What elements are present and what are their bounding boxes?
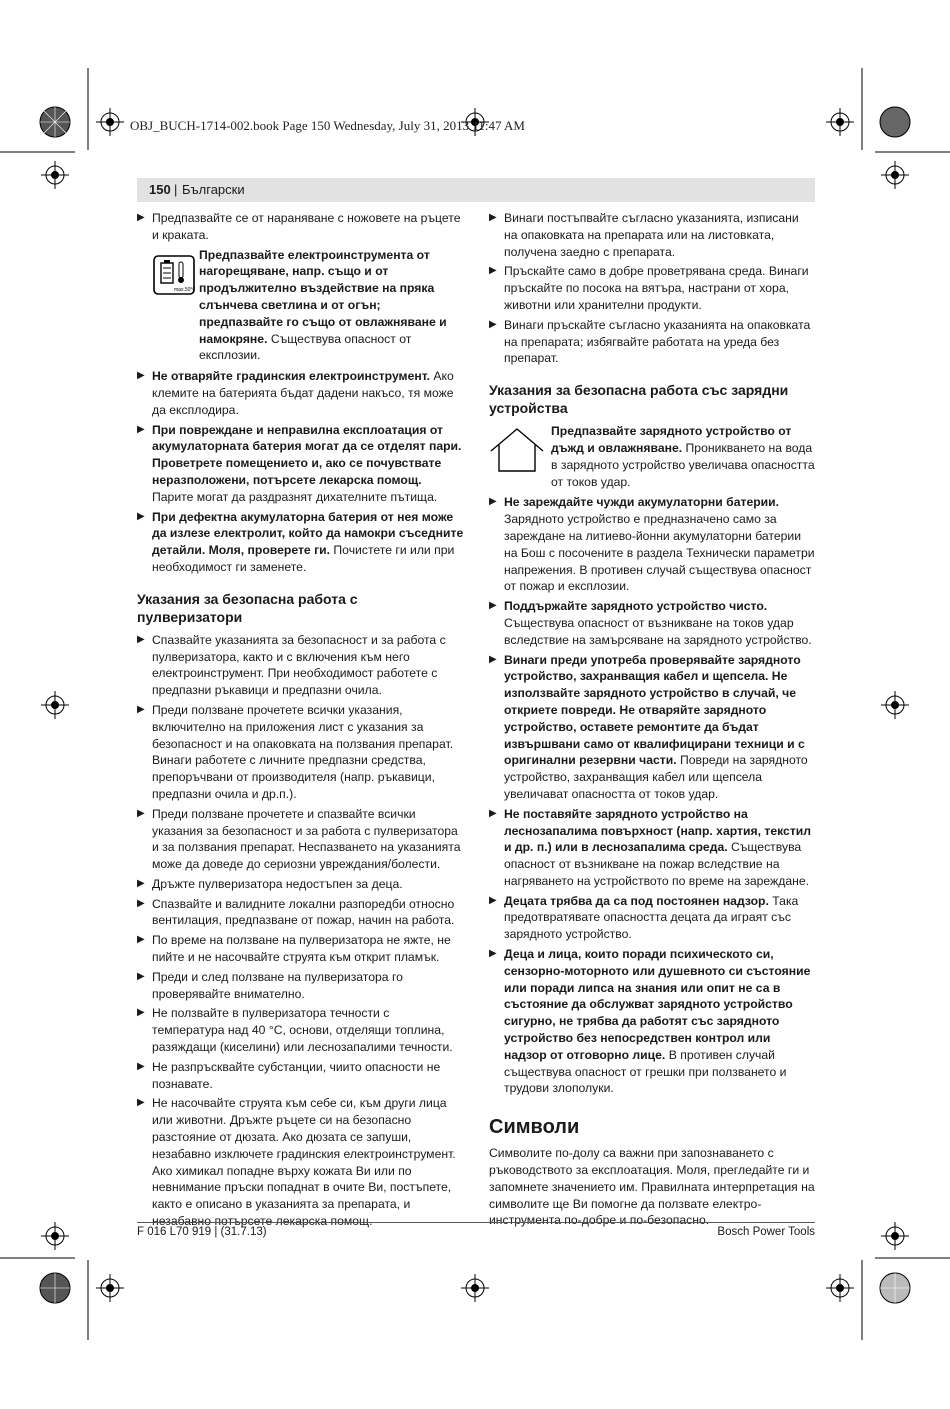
indoor-use-house-icon <box>489 427 545 478</box>
list-item: ▶ Преди и след ползване на пулверизатора го проверявайте внимателно. <box>137 969 403 1001</box>
bullet-icon: ▶ <box>137 877 145 889</box>
bullet-icon: ▶ <box>489 212 497 223</box>
bullet-icon: ▶ <box>137 510 145 522</box>
charger-warning-text: Проникването на вода в зарядното устройство увеличава опасността от токов удар. <box>551 440 815 489</box>
list-item: ▶ При повреждане и неправилна експлоатация от акумулаторната батерия могат да се отделят пари. Проветрете помещението и, ако се почувствате неразположени, потърсете лекарска помощ. Парите могат да раздразнят дихателните пътища. <box>137 422 462 504</box>
crosshair-bottom-1 <box>96 1274 124 1302</box>
bullet-icon: ▶ <box>137 370 145 382</box>
list-item: ▶ Деца и лица, които поради психическото си, сензорно-моторното или душевното си състояние или поради липса на знания или опит не са в състояние да обслужват зарядното устройство сигурно, не трябва да работят със зарядното устройство без непосредствен контрол или надзор от отговорно лице. В противен случай съществува опасност от грешки при ползването и трудови злополуки. <box>489 947 811 1096</box>
list-item: ▶ Винаги постъпвайте съгласно указанията, изписани на опаковката на препарата или на листовката, получена заедно с препарата. <box>489 211 799 259</box>
list-item: ▶ Поддържайте зарядното устройство чисто. Съществува опасност от възникване на токов удар вследствие на замърсяване на зарядното устройство. <box>489 599 812 647</box>
list-item: ▶ По време на ползване на пулверизатора не яжте, не пийте и не насочвайте струята към открит пламък. <box>137 933 451 965</box>
list-item: ▶ Преди ползване прочетете и спазвайте всички указания за безопасност и за работа с пулверизатора и за ползвания препарат. Неспазването на указанията може да доведе до сериозни увреждания/болести. <box>137 806 461 872</box>
list-item: ▶ Винаги преди употреба проверявайте зарядното устройство, захранващия кабел и щепсела. Не използвайте зарядното устройство в случай, че откриете повреди. Не отваряйте зарядното устройство, оставете ремонтите да бъдат извършвани само от квалифицирани техници и с оригинални резервни части. Повреди на зарядното устройство, захранващия кабел или щепсела увеличават опасността от токов удар. <box>489 652 808 801</box>
list-item: ▶ Спазвайте и валидните локални разпоредби относно вентилация, предпазване от пожар, начин на работа. <box>137 896 455 928</box>
bullet-icon: ▶ <box>137 1007 145 1019</box>
list-item: ▶ Не зареждайте чужди акумулаторни батерии. Зарядното устройство е предназначено само за зареждане на литиево-йонни акумулаторни батерии на Бош с посочените в раздела Технически параметри напрежения. В противен случай съществува опасност от пожар и експлозии. <box>489 495 815 594</box>
list-item: ▶ При дефектна акумулаторна батерия от нея може да излезе електролит, който да намокри съседните детайли. Моля, проверете ги. Почистете ги или при необходимост ги заменете. <box>137 509 464 574</box>
bullet-icon: ▶ <box>489 600 497 612</box>
header-language: Български <box>182 182 245 197</box>
list-item: ▶ Дръжте пулверизатора недостъпен за деца. <box>137 876 403 891</box>
crosshair-left-mid <box>41 691 69 719</box>
bullet-icon: ▶ <box>489 265 497 277</box>
bullet-icon: ▶ <box>489 894 497 906</box>
list-item: ▶ Пръскайте само в добре проветрявана среда. Винаги пръскайте по посока на вятъра, настрани от хора, животни или хранителни продукти. <box>489 264 809 312</box>
bullet-icon: ▶ <box>489 496 497 508</box>
symbols-intro: Символите по-долу са важни при запознаването с ръководството за експлоатация. Моля, прегледайте ги и запомнете значението им. Правилната интерпретация на символите ще Ви помогне да ползвате електро-инструмента по-добре и по-безопасно. <box>489 1146 815 1228</box>
bullet-icon: ▶ <box>137 1097 145 1109</box>
bullet-icon: ▶ <box>137 633 145 645</box>
heat-warning <box>137 247 465 365</box>
footer-rule <box>137 1222 815 1223</box>
crosshair-right-mid <box>881 691 909 719</box>
page-header <box>137 178 815 202</box>
footer-doc-code: F 016 L70 919 | (31.7.13) <box>137 1226 267 1238</box>
right-column <box>489 210 815 1229</box>
heat-warning-bold: Предпазвайте електроинструмента от нагорещяване, напр. също и от продължително въздействие на пряка слънчева светлина и от огън; предпазвайте го също от овлажняване и намокряне. <box>199 247 447 346</box>
list-item: ▶ Не разпръсквайте субстанции, чиито опасности не познавате. <box>137 1059 441 1091</box>
charger-heading: Указания за безопасна работа със зарядни устройства <box>489 382 789 417</box>
heat-warning-text: Съществува опасност от експлозии. <box>199 331 412 363</box>
crosshair-bottom-2 <box>461 1274 489 1302</box>
bullet-icon: ▶ <box>137 934 145 946</box>
page-number: 150 <box>149 182 171 197</box>
bullet-icon: ▶ <box>489 653 497 665</box>
bullet-icon: ▶ <box>137 1060 145 1072</box>
list-item: ▶ Не поставяйте зарядното устройство на леснозапалима повърхност (напр. хартия, текстил и др. п.) или в леснозапалима среда. Съществува опасност от възникване на пожар вследствие на нагряването на устройството по време на зареждане. <box>489 806 812 888</box>
footer-brand: Bosch Power Tools <box>717 1226 815 1238</box>
starburst-mark-top-right <box>880 107 910 137</box>
crosshair-top-1 <box>96 108 124 136</box>
list-item: ▶ Децата трябва да са под постоянен надзор. Така предотвратявате опасността децата да играят със зарядното устройство. <box>489 893 799 942</box>
list-item: ▶ Предпазвайте се от нараняване с ножовете на ръцете и краката. <box>137 211 461 242</box>
bullet-icon: ▶ <box>137 897 145 909</box>
crosshair-top-3 <box>826 108 854 136</box>
bullet-icon: ▶ <box>137 212 145 223</box>
list-item: ▶ Не ползвайте в пулверизатора течности с температура над 40 °C, основи, отделящи топлина, разяждащи (киселини) или леснозапалими течности. <box>137 1006 453 1055</box>
crosshair-bottom-3 <box>826 1274 854 1302</box>
sprayer-heading: Указания за безопасна работа с пулверизатори <box>137 590 358 625</box>
crosshair-right-2 <box>881 1222 909 1250</box>
list-item: ▶ Винаги пръскайте съгласно указанията на опаковката на препарата; избягвайте работата на уреда без препарат. <box>489 317 811 366</box>
left-column <box>137 210 465 1233</box>
list-item: ▶ Не насочвайте струята към себе си, към други лица или животни. Дръжте ръцете си на безопасно разстояние от дюзата. Ако дюзата се запуши, незабавно изключете градинския електроинструмент. Ако химикал попадне върху кожата Ви или по невнимание пръски попаднат в очите Ви, постъпете, както е описано в указанията за препарата, и незабавно потърсете лекарска помощ. <box>137 1096 456 1229</box>
crosshair-right-1 <box>881 161 909 189</box>
starburst-mark-bottom-right <box>880 1273 910 1303</box>
battery-temperature-icon <box>153 255 195 300</box>
charger-warning-bold: Предпазвайте зарядното устройство от дъжд и овлажняване. <box>551 424 792 455</box>
print-slug: OBJ_BUCH-1714-002.book Page 150 Wednesday, July 31, 2013 11:47 AM <box>130 118 525 133</box>
bullet-icon: ▶ <box>137 807 145 819</box>
bullet-icon: ▶ <box>489 807 497 819</box>
svg-text:max.50°C: max.50°C <box>174 286 195 293</box>
charger-warning <box>489 423 815 490</box>
list-item: ▶ Не отваряйте градинския електроинструмент. Ако клемите на батерията бъдат дадени накъсо, тя може да експлодира. <box>137 369 454 417</box>
bullet-icon: ▶ <box>489 318 497 330</box>
starburst-mark-top-left <box>40 107 70 137</box>
list-item: ▶ Спазвайте указанията за безопасност и за работа с пулверизатора, както и с включения към него електроинструмент. При необходимост работете с предпазни ръкавици и предпазни очила. <box>137 632 446 698</box>
starburst-mark-bottom-left <box>40 1273 70 1303</box>
list-item: ▶ Преди ползване прочетете всички указания, включително на приложения лист с указания за безопасност и на опаковката на ползвания препарат. Винаги работете с личните предпазни средства, препоръчвани от производителя (напр. ръкавици, предпазни очила и др.п.). <box>137 702 454 801</box>
crosshair-left-2 <box>41 1222 69 1250</box>
bullet-icon: ▶ <box>137 423 145 435</box>
bullet-icon: ▶ <box>137 703 145 715</box>
symbols-heading: Символи <box>489 1116 580 1139</box>
bullet-icon: ▶ <box>489 948 497 960</box>
crosshair-left-1 <box>41 161 69 189</box>
bullet-icon: ▶ <box>137 970 145 982</box>
header-separator: | <box>174 182 178 197</box>
